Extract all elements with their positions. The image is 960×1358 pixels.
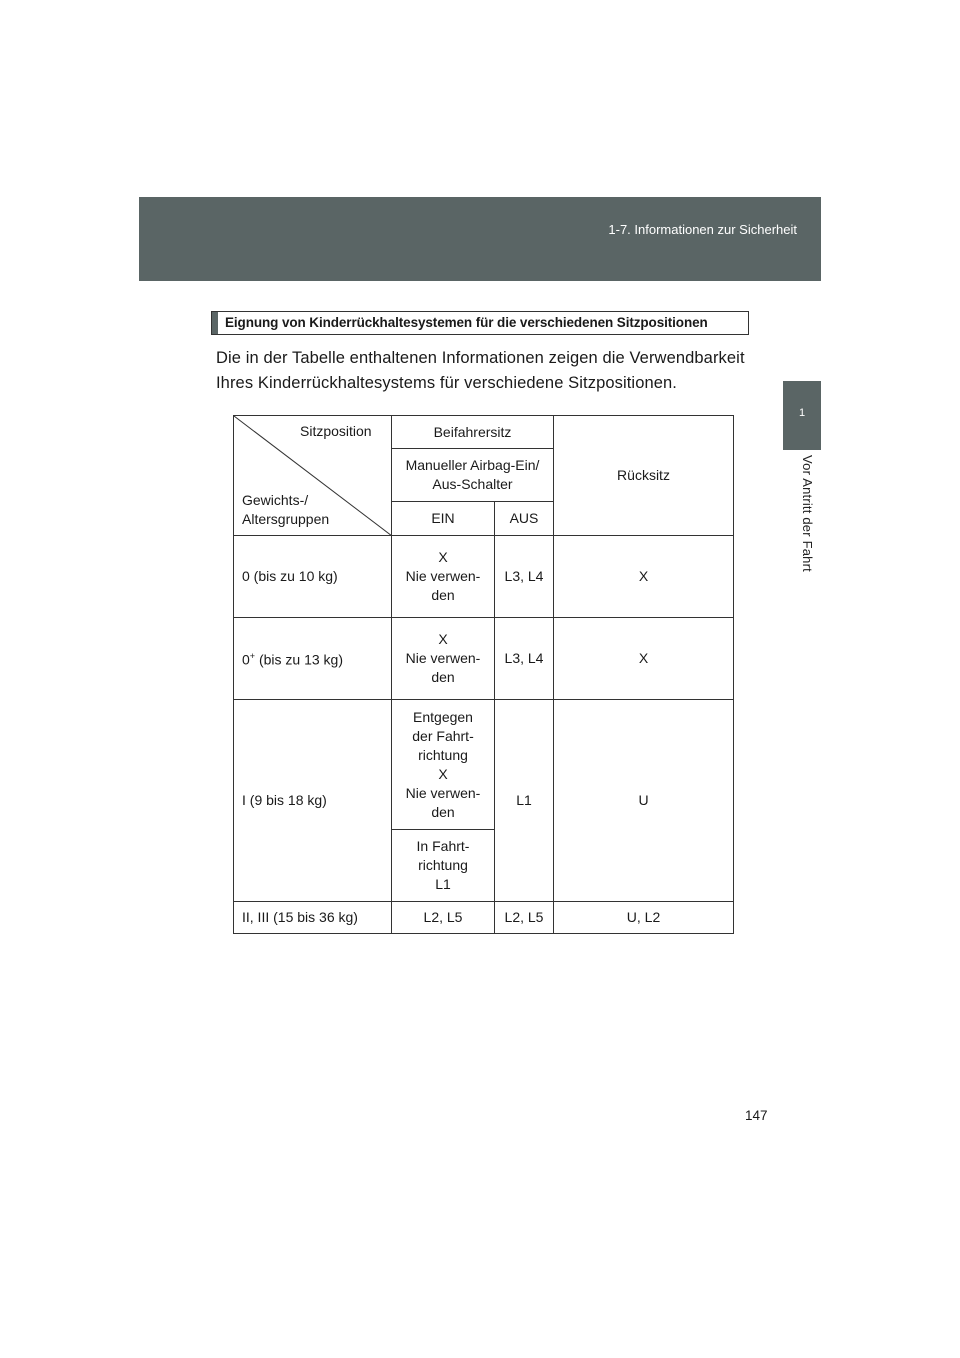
chapter-tab: 1 [783, 381, 821, 450]
header-front-seat: Beifahrersitz [392, 416, 554, 449]
on-cell: X Nie verwen- den [392, 536, 495, 618]
table-row [234, 536, 734, 618]
chapter-header-band [139, 197, 821, 281]
on-cell-rearward: Entgegen der Fahrt- richtung X Nie verwen- den [392, 700, 495, 830]
suitability-table [233, 415, 734, 934]
rear-cell: X [554, 618, 734, 700]
section-title: Eignung von Kinderrückhaltesystemen für die verschiedenen Sitzpositionen [211, 311, 749, 335]
corner-group-label: Gewichts-/ Altersgruppen [242, 492, 330, 527]
header-off: AUS [495, 502, 554, 536]
off-cell: L1 [495, 700, 554, 902]
on-cell-forward: In Fahrt- richtung L1 [392, 830, 495, 902]
intro-paragraph: Die in der Tabelle enthaltenen Informationen zeigen die Verwendbarkeit Ihres Kinderrückhaltesystems für verschiedene Sitzpositionen. [216, 349, 745, 392]
header-rear-seat: Rücksitz [554, 416, 734, 536]
group-cell: 0+ (bis zu 13 kg) [234, 618, 392, 700]
rear-cell: U, L2 [554, 902, 734, 934]
group-cell: II, III (15 bis 36 kg) [234, 902, 392, 934]
off-cell: L3, L4 [495, 536, 554, 618]
table-row [234, 902, 734, 934]
on-cell: L2, L5 [392, 902, 495, 934]
group-cell: I (9 bis 18 kg) [234, 700, 392, 902]
table-row [234, 618, 734, 700]
off-cell: L3, L4 [495, 618, 554, 700]
corner-header-cell [234, 416, 392, 536]
chapter-title-vertical: Vor Antritt der Fahrt [800, 455, 815, 572]
rear-cell: X [554, 536, 734, 618]
rear-cell: U [554, 700, 734, 902]
group-cell: 0 (bis zu 10 kg) [234, 536, 392, 618]
section-breadcrumb: 1-7. Informationen zur Sicherheit [608, 222, 797, 237]
corner-seat-label: Sitzposition [300, 423, 372, 439]
table-row [234, 700, 734, 830]
page-number: 147 [745, 1108, 768, 1123]
on-cell: X Nie verwen- den [392, 618, 495, 700]
off-cell: L2, L5 [495, 902, 554, 934]
header-on: EIN [392, 502, 495, 536]
header-airbag-switch: Manueller Airbag-Ein/ Aus-Schalter [392, 449, 554, 502]
